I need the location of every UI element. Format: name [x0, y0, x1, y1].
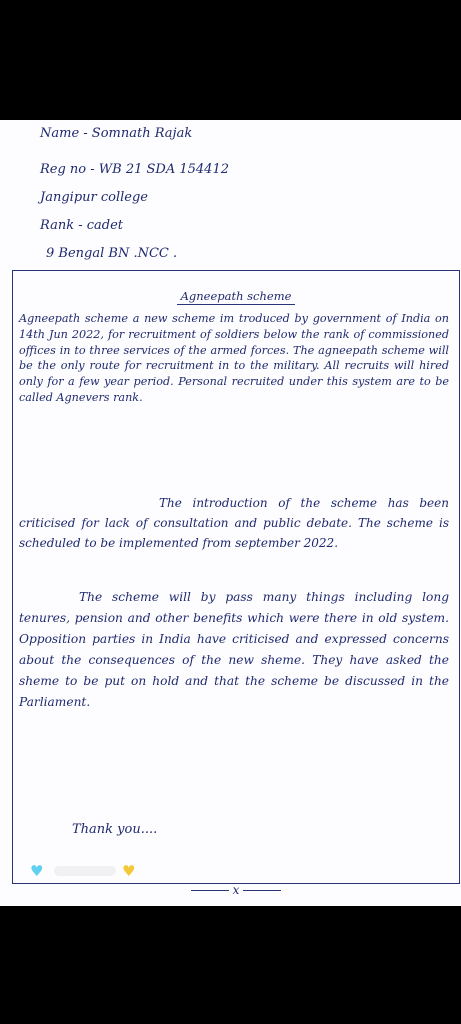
essay-title: Agneepath scheme	[177, 289, 296, 305]
essay-title-wrap	[13, 285, 459, 305]
separator-dash-left	[191, 890, 229, 891]
college-line: Jangipur college	[40, 190, 148, 205]
thank-you-note: Thank you....	[72, 822, 158, 837]
top-black-bar	[0, 0, 461, 120]
handwritten-page	[0, 120, 461, 906]
reg-no-line: Reg no - WB 21 SDA 154412	[40, 162, 229, 177]
end-separator	[13, 883, 459, 897]
bottom-black-bar	[0, 906, 461, 1024]
separator-mark: x	[232, 883, 240, 897]
yellow-heart-icon: ♥	[122, 862, 136, 880]
essay-paragraph-2: The introduction of the scheme has been criticised for lack of consultation and public debate. The scheme is scheduled to be implemented from september 2022.	[19, 496, 449, 550]
separator-dash-right	[243, 890, 281, 891]
essay-paragraph-1: Agneepath scheme a new scheme im troduced by government of India on 14th Jun 2022, for recruitment of soldiers below the rank of commissioned offices in to three services of the armed forces. The agneepath scheme will be the only route for recruitment in to the military. All recruits will hired only for a few year period. Personal recruited under this system are to be called Agnevers rank.	[19, 312, 449, 404]
essay-box	[12, 270, 460, 897]
unit-line: 9 Bengal BN .NCC .	[46, 246, 178, 261]
name-line: Name - Somnath Rajak	[40, 126, 193, 141]
rank-line: Rank - cadet	[40, 218, 124, 233]
blurred-emoji-strip	[54, 866, 116, 876]
heart-emoji-row	[30, 862, 150, 880]
blue-heart-icon: ♥	[30, 862, 44, 880]
essay-paragraph-3: The scheme will by pass many things including long tenures, pension and other benefits which were there in old system. Opposition parties in India have criticised and expressed concerns about the consequences of the new sheme. They have asked the sheme to be put on hold and that the scheme be discussed in the Parliament.	[19, 590, 449, 709]
